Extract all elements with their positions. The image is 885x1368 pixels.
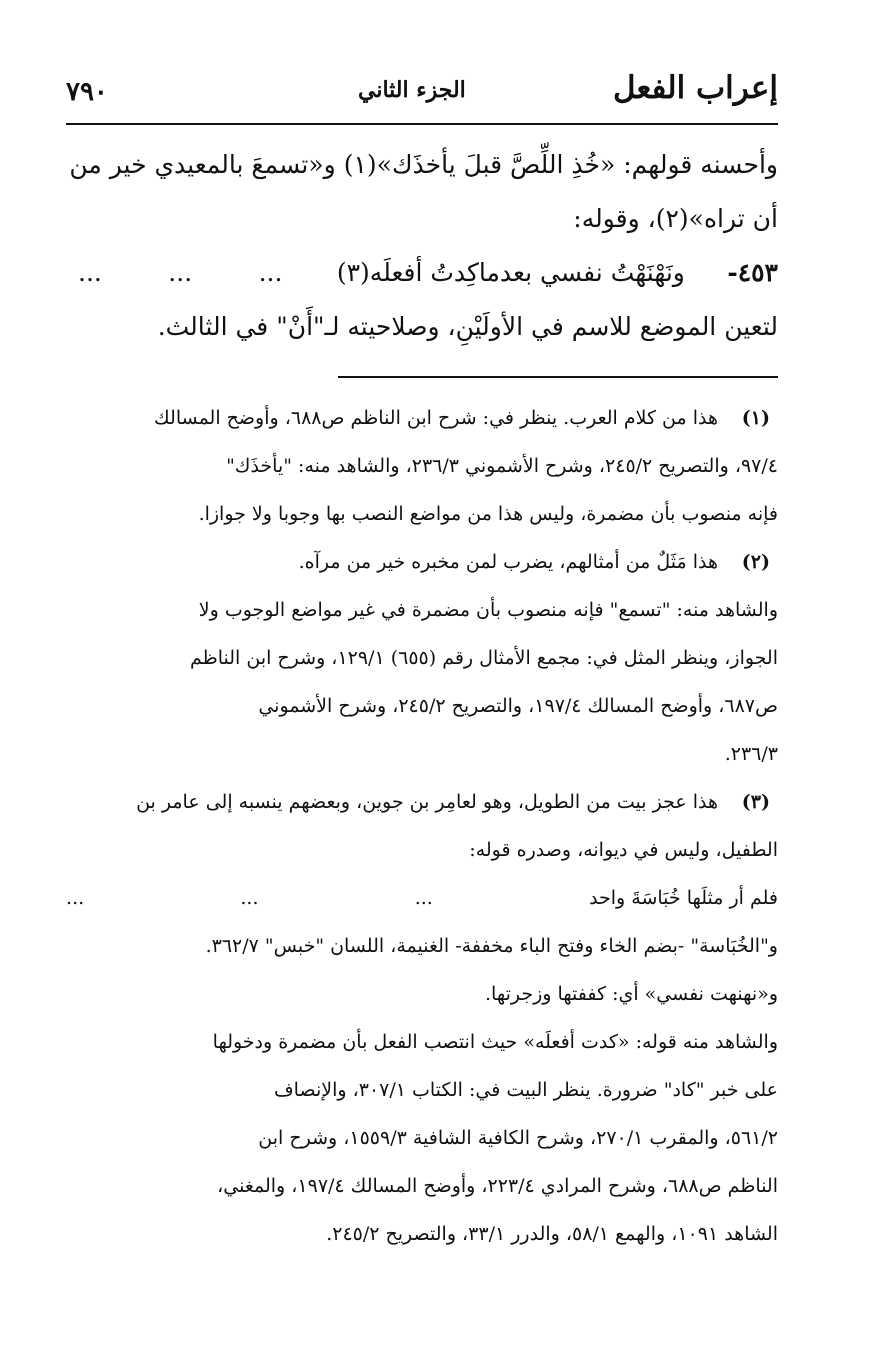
ellipsis: ...: [414, 887, 433, 909]
ellipsis: ...: [240, 887, 259, 909]
footnote-line: الجواز، وينظر المثل في: مجمع الأمثال رقم (٦٥٥) ١٢٩/١، وشرح ابن الناظم: [189, 647, 778, 669]
verse-number: ٤٥٣-: [727, 258, 778, 287]
footnote-line: ص٦٨٧، وأوضح المسالك ١٩٧/٤، والتصريح ٢٤٥/٢، وشرح الأشموني: [258, 695, 778, 717]
footnote-line: فإنه منصوب بأن مضمرة، وليس هذا من مواضع النصب بها وجوبا ولا جوازا.: [198, 503, 778, 525]
footnote-mark: (١): [741, 407, 770, 429]
ellipsis: ...: [78, 258, 102, 287]
footnote-line: والشاهد منه: "تسمع" فإنه منصوب بأن مضمرة في غير مواضع الوجوب ولا: [198, 599, 778, 621]
page-number: ٧٩٠: [66, 77, 108, 107]
main-text: [66, 138, 778, 354]
page-header: [66, 68, 778, 118]
footnote-mark: (٣): [741, 791, 770, 813]
footnote-line: هذا عجز بيت من الطويل، وهو لعامِر بن جوين، وبعضهم ينسبه إلى عامر بن: [136, 791, 718, 813]
ellipsis: ...: [66, 887, 85, 909]
footnote-divider: [338, 376, 778, 378]
body-line: لتعين الموضع للاسم في الأولَيْنِ، وصلاحيته لـ"أَنْ" في الثالث.: [157, 312, 778, 341]
footnote-line: الطفيل، وليس في ديوانه، وصدره قوله:: [469, 839, 778, 861]
footnote-line: و"الخُبَاسة" -بضم الخاء وفتح الباء مخففة- الغنيمة، اللسان "خبس" ٣٦٢/٧.: [205, 935, 778, 957]
ellipsis: ...: [258, 258, 283, 287]
header-divider: [66, 123, 778, 125]
footnote-line: ٢٣٦/٣.: [724, 743, 778, 765]
footnote-line: و«نهنهت نفسي» أي: كففتها وزجرتها.: [484, 983, 778, 1005]
footnote-line: هذا مَثَلٌ من أمثالهم، يضرب لمن مخبره خير من مرآه.: [298, 551, 718, 573]
footnote-mark: (٢): [741, 551, 770, 573]
body-line: أن تراه»(٢)، وقوله:: [573, 204, 778, 233]
footnote-2: [66, 538, 778, 778]
verse-line: [66, 246, 778, 300]
footnote-line: الشاهد ١٠٩١، والهمع ٥٨/١، والدرر ٣٣/١، والتصريح ٢٤٥/٢.: [326, 1223, 778, 1245]
ellipsis: ...: [168, 258, 193, 287]
volume-label: الجزء الثاني: [358, 77, 466, 103]
poem-text: فلم أر مثلَها خُبَاسَةَ واحد: [589, 887, 778, 909]
verse-text: ونَهْنَهْتُ نفسي بعدماكِدتُ أفعلَه(٣): [336, 258, 685, 287]
footnote-line: والشاهد منه قوله: «كدت أفعلَه» حيث انتصب الفعل بأن مضمرة ودخولها: [212, 1031, 778, 1053]
footnote-line: ٥٦١/٢، والمقرب ٢٧٠/١، وشرح الكافية الشافية ١٥٥٩/٣، وشرح ابن: [258, 1127, 778, 1149]
footnote-line: هذا من كلام العرب. ينظر في: شرح ابن الناظم ص٦٨٨، وأوضح المسالك: [154, 407, 718, 429]
footnote-line: ٩٧/٤، والتصريح ٢٤٥/٢، وشرح الأشموني ٢٣٦/٣، والشاهد منه: "يأخذَك": [226, 455, 778, 477]
footnote-line: على خبر "كاد" ضرورة. ينظر البيت في: الكتاب ٣٠٧/١، والإنصاف: [273, 1079, 778, 1101]
footnotes: [66, 394, 778, 1258]
footnote-1: [66, 394, 778, 538]
poem-line: [66, 874, 778, 922]
body-line: وأحسنه قولهم: «خُذِ اللِّصَّ قبلَ يأخذَك»(١) و«تسمعَ بالمعيدي خير من: [69, 150, 778, 179]
footnote-line: الناظم ص٦٨٨، وشرح المرادي ٢٢٣/٤، وأوضح المسالك ١٩٧/٤، والمغني،: [217, 1175, 778, 1197]
footnote-3: [66, 778, 778, 1258]
running-title: إعراب الفعل: [613, 70, 778, 106]
